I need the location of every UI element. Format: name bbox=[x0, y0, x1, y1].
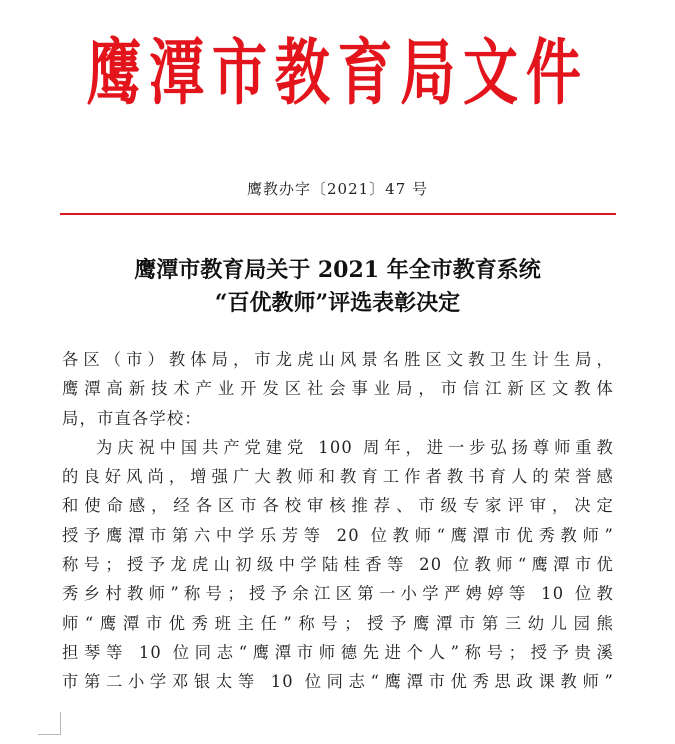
body-line: 的良好风尚，增强广大教师和教育工作者教书育人的荣誉感 bbox=[62, 467, 614, 487]
red-divider-line bbox=[60, 213, 616, 215]
document-title bbox=[0, 254, 675, 320]
document-body bbox=[62, 345, 614, 697]
document-number: 鹰教办字〔2021〕47 号 bbox=[246, 180, 429, 198]
document-title-line-2: “百优教师”评选表彰决定 bbox=[214, 290, 461, 316]
body-line: 各区（市）教体局，市龙虎山风景名胜区文教卫生计生局， bbox=[62, 350, 614, 369]
document-title-line-1: 鹰潭市教育局关于 2021 年全市教育系统 bbox=[134, 257, 541, 283]
body-line: 担琴等 10 位同志“鹰潭市师德先进个人”称号；授予贵溪 bbox=[62, 642, 614, 662]
body-line: 秀乡村教师”称号；授予余江区第一小学严娉婷等 10 位教 bbox=[62, 584, 614, 604]
body-line: 授予鹰潭市第六中学乐芳等 20 位教师“鹰潭市优秀教师” bbox=[62, 525, 614, 545]
body-line: 市第二小学邓银太等 10 位同志“鹰潭市优秀思政课教师” bbox=[62, 672, 614, 692]
body-line: 局，市直各学校： bbox=[62, 408, 202, 428]
body-line: 为庆祝中国共产党建党 100 周年，进一步弘扬尊师重教 bbox=[96, 437, 614, 457]
masthead-title: 鹰潭市教育局文件 bbox=[86, 31, 589, 116]
body-line: 师“鹰潭市优秀班主任”称号；授予鹰潭市第三幼儿园熊 bbox=[62, 613, 614, 633]
body-line: 称号；授予龙虎山初级中学陆桂香等 20 位教师“鹰潭市优 bbox=[62, 555, 614, 575]
body-line: 和使命感，经各区市各校审核推荐、市级专家评审，决定 bbox=[62, 496, 614, 516]
crop-mark bbox=[38, 712, 61, 735]
body-line: 鹰潭高新技术产业开发区社会事业局，市信江新区文教体 bbox=[62, 379, 614, 399]
